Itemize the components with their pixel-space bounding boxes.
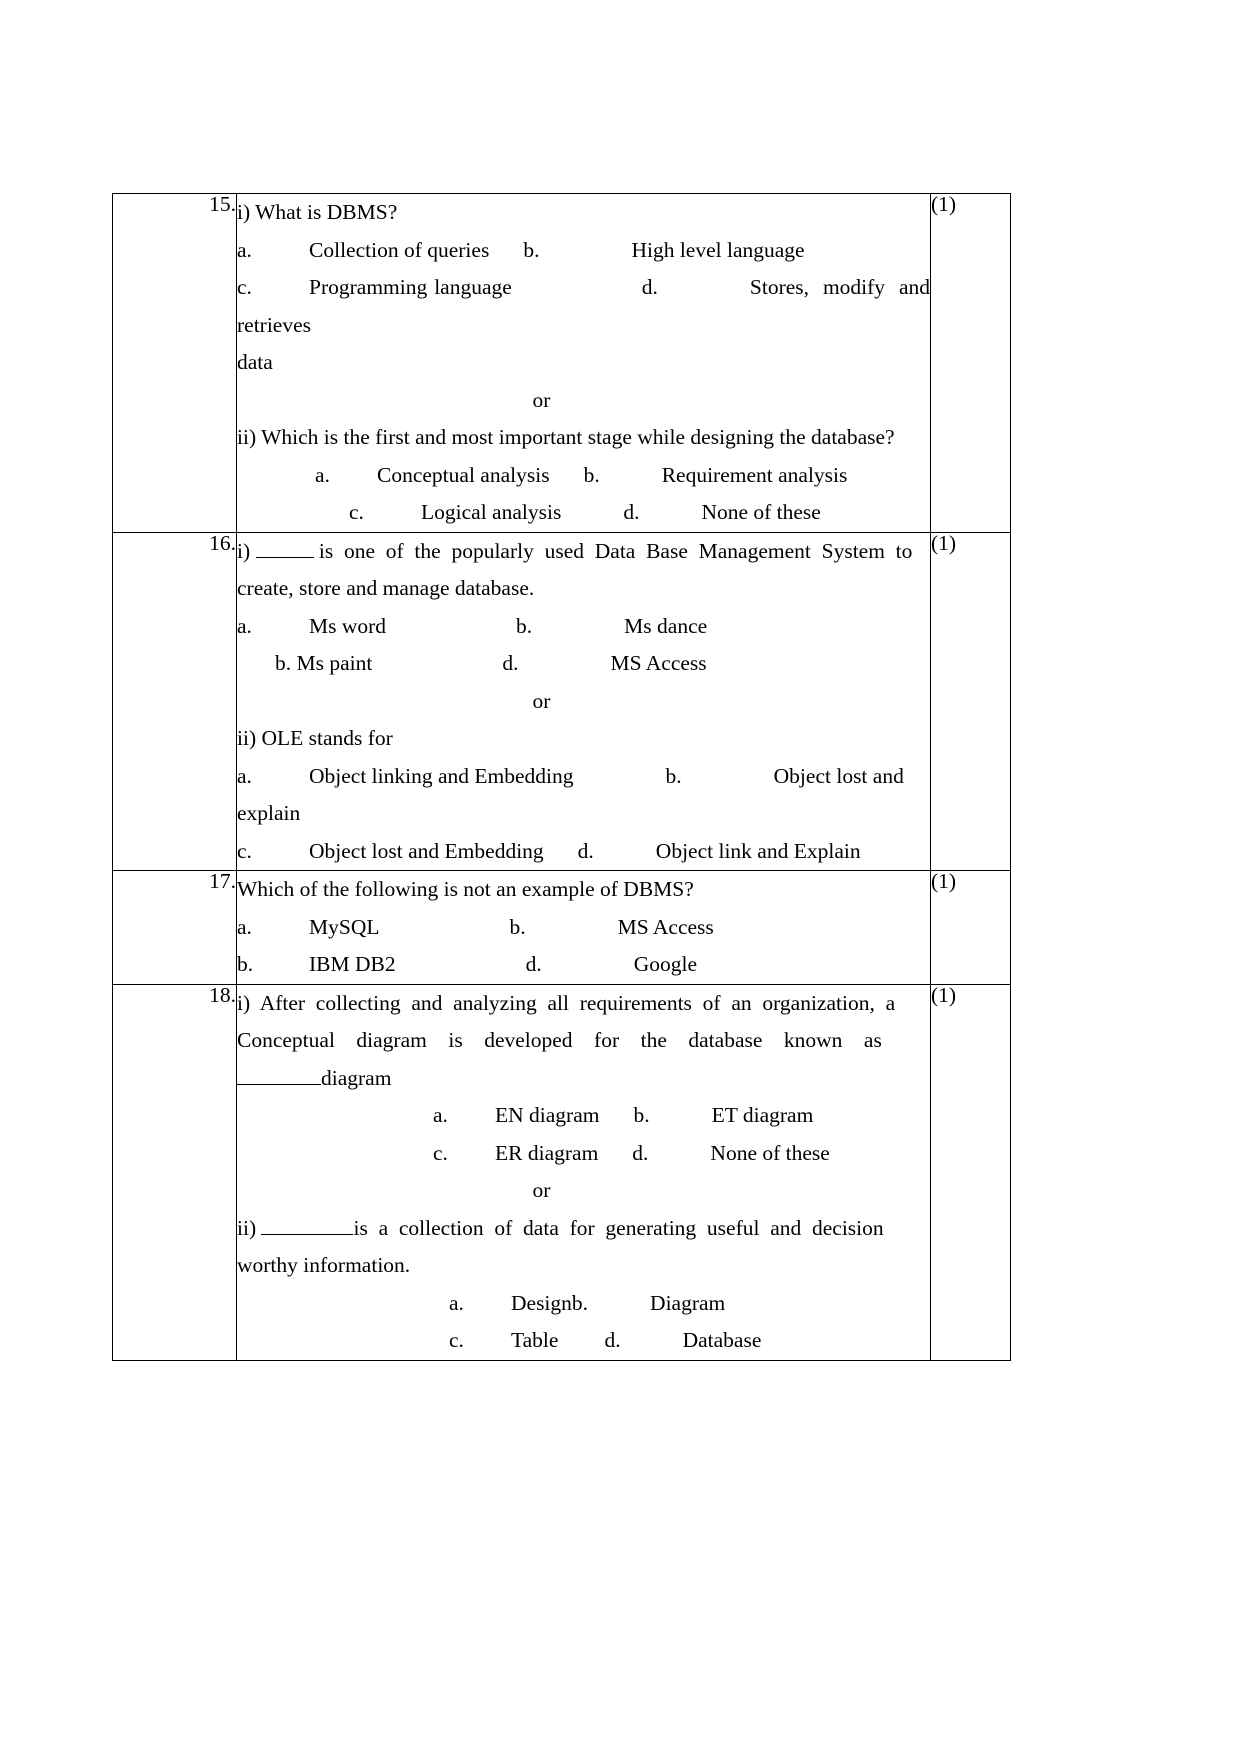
alt-option-text-c: Table <box>511 1328 559 1352</box>
question-body-cell <box>237 194 941 533</box>
or-separator: or <box>532 688 551 713</box>
option-row-cd <box>237 946 930 984</box>
question-stem: Which of the following is not an example of DBMS? <box>237 877 694 901</box>
option-text-b: High level language <box>631 237 805 262</box>
question-stem: i) What is DBMS? <box>237 200 398 224</box>
option-text-b: MS Access <box>617 914 714 939</box>
question-stem-line1: i) After collecting and analyzing all requirements of an organization, a <box>237 990 896 1015</box>
option-label-a: a. <box>237 613 252 638</box>
alt-option-row-ab <box>237 758 930 833</box>
question-stem-alt: ii) Which is the first and most important stage while designing the database? <box>237 425 895 449</box>
alt-option-label-b: b. <box>583 462 600 487</box>
question-stem-alt-line2: worthy information. <box>237 1253 411 1277</box>
table-row <box>113 984 1011 1360</box>
option-label-c: b. <box>237 952 254 976</box>
fill-in-blank <box>261 1234 353 1235</box>
option-label-b: b. <box>509 914 526 939</box>
alt-option-text-a: Object linking and Embedding <box>309 763 574 788</box>
alt-option-text-a: Design <box>511 1290 572 1315</box>
option-text-b: Ms dance <box>624 613 708 638</box>
alt-stem-rest: is a collection of data for generating useful and decision <box>353 1215 884 1240</box>
question-body-cell <box>237 871 931 985</box>
alt-option-label-a: a. <box>315 462 330 487</box>
option-label-a: a. <box>433 1103 448 1127</box>
alt-option-row-ab <box>237 1285 930 1323</box>
question-stem-line2: Conceptual diagram is developed for the database known as <box>237 1028 882 1052</box>
option-row-ab <box>237 1097 930 1135</box>
option-text-d: Stores, modify and retrieves <box>237 275 941 337</box>
alt-option-text-d: None of these <box>701 500 821 524</box>
table-row <box>113 871 1011 985</box>
option-label-a: a. <box>237 237 252 262</box>
option-label-c: c. <box>433 1140 448 1165</box>
question-body-cell <box>237 532 931 871</box>
alt-option-row-cd <box>237 833 930 871</box>
option-text-d-continued: data <box>237 350 273 374</box>
option-label-d: d. <box>525 952 542 976</box>
alt-option-label-b: b. <box>571 1290 589 1315</box>
alt-option-label-d: d. <box>577 838 594 863</box>
alt-option-label-a: a. <box>449 1290 464 1315</box>
fill-in-blank <box>237 1084 321 1085</box>
option-label-d: d. <box>641 275 658 299</box>
alt-option-row-ab <box>237 457 930 495</box>
alt-option-text-c: Object lost and Embedding <box>309 838 544 863</box>
question-stem-line2: create, store and manage database. <box>237 576 535 600</box>
option-label-a: a. <box>237 914 252 939</box>
option-text-a: MySQL <box>309 914 380 939</box>
option-text-c: Programming language <box>309 275 512 299</box>
option-row-ab <box>237 232 930 270</box>
option-row-cd <box>237 1135 930 1173</box>
stem-rest: is one of the popularly used Data Base Management System to <box>318 538 913 563</box>
table-row <box>113 194 1011 533</box>
option-text-c: IBM DB2 <box>309 952 396 976</box>
question-stem-line3 <box>237 1060 930 1098</box>
alt-option-label-c: c. <box>349 500 364 524</box>
alt-option-label-a: a. <box>237 763 252 788</box>
option-text-a: Ms word <box>309 613 387 638</box>
option-row-cd <box>237 269 941 344</box>
option-row-cd <box>237 645 930 683</box>
alt-option-label-d: d. <box>604 1328 621 1352</box>
marks-cell: (1) <box>931 871 1011 985</box>
option-text-d: None of these <box>710 1140 830 1165</box>
option-text-a: Collection of queries <box>309 237 490 262</box>
or-separator: or <box>532 1178 551 1202</box>
alt-option-row-cd <box>237 1322 930 1360</box>
option-row-ab <box>237 608 930 646</box>
marks-cell: (1) <box>931 532 1011 871</box>
question-body-cell <box>237 984 931 1360</box>
table-row <box>113 532 1011 871</box>
alt-option-text-c: Logical analysis <box>421 500 562 524</box>
marks-cell: (1) <box>931 194 1011 533</box>
alt-option-text-a: Conceptual analysis <box>377 462 550 487</box>
option-label-b: b. <box>523 237 540 262</box>
option-label-c: b. Ms paint <box>275 651 373 675</box>
alt-option-text-b: Diagram <box>650 1290 726 1315</box>
option-label-c: c. <box>237 275 252 299</box>
alt-option-text-d: Object link and Explain <box>655 838 861 863</box>
alt-option-text-d: Database <box>682 1328 762 1352</box>
question-number-cell: 18. <box>113 984 237 1360</box>
question-stem <box>237 533 930 571</box>
question-stem-alt: ii) OLE stands for <box>237 726 393 750</box>
option-label-d: d. <box>632 1140 649 1165</box>
alt-option-label-c: c. <box>237 838 252 863</box>
alt-option-label-c: c. <box>449 1328 464 1352</box>
stem-line3-rest: diagram <box>321 1065 392 1090</box>
option-row-ab <box>237 909 930 947</box>
option-text-d: Google <box>633 952 698 976</box>
fill-in-blank <box>256 557 314 558</box>
option-label-b: b. <box>633 1103 650 1127</box>
question-number-cell: 15. <box>113 194 237 533</box>
alt-option-label-b: b. <box>665 763 682 788</box>
option-label-d: d. <box>502 651 519 675</box>
alt-option-text-b: Requirement analysis <box>661 462 848 487</box>
or-separator: or <box>532 387 551 412</box>
questions-table <box>112 193 1011 1361</box>
alt-option-row-cd <box>237 494 930 532</box>
question-stem-alt <box>237 1210 930 1248</box>
option-label-b: b. <box>516 613 533 638</box>
option-text-d: MS Access <box>610 651 707 675</box>
question-number-cell: 16. <box>113 532 237 871</box>
marks-cell: (1) <box>931 984 1011 1360</box>
stem-prefix: i) <box>237 538 251 563</box>
question-number-cell: 17. <box>113 871 237 985</box>
alt-option-text-b: Object lost and explain <box>237 763 910 825</box>
option-text-c: ER diagram <box>495 1140 599 1165</box>
alt-option-label-d: d. <box>623 500 640 524</box>
option-text-a: EN diagram <box>495 1103 600 1127</box>
option-text-b: ET diagram <box>711 1103 814 1127</box>
alt-stem-prefix: ii) <box>237 1215 257 1240</box>
